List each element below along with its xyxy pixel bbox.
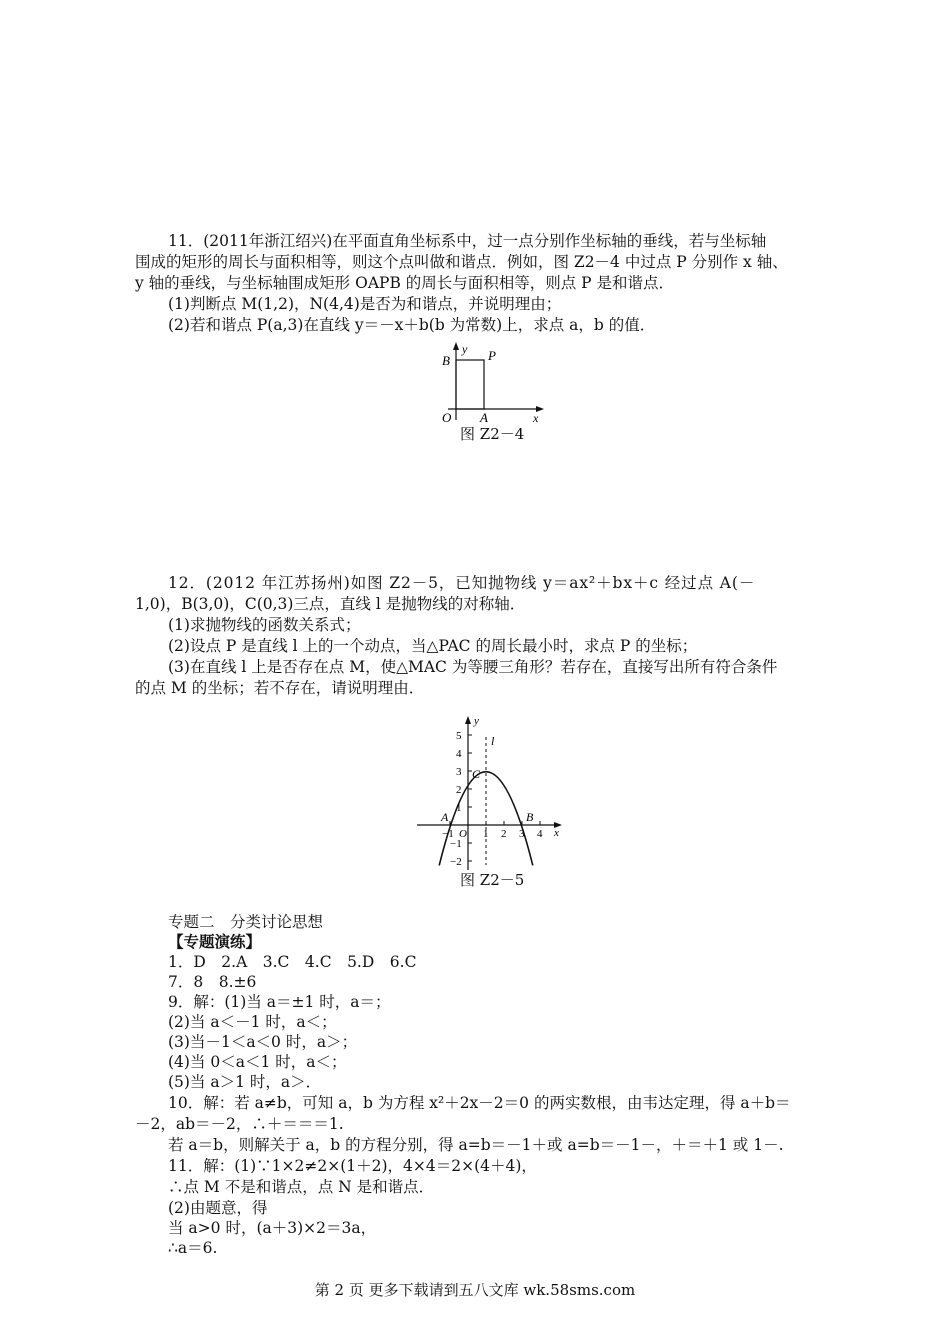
q11-line-4: (1)判断点 M(1,2)，N(4,4)是否为和谐点，并说明理由； [168, 295, 562, 313]
answer-line-15: ∴a＝6. [168, 1239, 218, 1257]
answer-line-10: 若 a＝b，则解关于 a，b 的方程分别，得 a=b＝－1＋或 a=b＝－1－，＋＝＋1 或 1－. [168, 1136, 784, 1154]
answer-line-14: 当 a>0 时，(a＋3)×2＝3a， [168, 1219, 377, 1237]
q11-line-2: 围成的矩形的周长与面积相等，则这个点叫做和谐点．例如，图 Z2－4 中过点 P 分别作 x 轴、 [135, 253, 788, 271]
label-P: P [488, 348, 496, 363]
q11-line-3: y 轴的垂线，与坐标轴围成矩形 OAPB 的周长与面积相等，则点 P 是和谐点． [135, 274, 675, 292]
y-tick-1: 1 [456, 802, 462, 814]
page-footer: 第 2 页 更多下载请到五八文库 wk.58sms.com [314, 1281, 636, 1299]
answer-line-6: (4)当 0＜a＜1 时，a＜； [168, 1053, 347, 1071]
answer-line-7: (5)当 a＞1 时，a＞． [168, 1073, 322, 1091]
x-tick-4: 4 [537, 828, 543, 840]
answer-line-3: 9．解：(1)当 a＝±1 时，a＝； [168, 993, 391, 1011]
q11-line-5: (2)若和谐点 P(a,3)在直线 y＝－x＋b(b 为常数)上，求点 a，b 的值． [168, 316, 656, 334]
x-tick-1: 1 [483, 828, 489, 840]
y-tick-3: 3 [456, 766, 462, 778]
answer-line-1: 1．D 2.A 3.C 4.C 5.D 6.C [168, 953, 417, 971]
label-y: y [462, 342, 468, 356]
q12-line-6: 的点 M 的坐标；若不存在，请说明理由． [135, 679, 425, 697]
figure-z2-4-caption: 图 Z2－4 [460, 425, 525, 443]
y-tick-5: 5 [456, 730, 462, 742]
figure-z2-5 [412, 712, 572, 872]
label-B: B [526, 810, 534, 824]
answer-line-2: 7．8 8.±6 [168, 973, 257, 991]
answer-line-13: (2)由题意，得 [168, 1199, 268, 1217]
q11-line-1: 11．(2011年浙江绍兴)在平面直角坐标系中，过一点分别作坐标轴的垂线，若与坐标轴 [168, 232, 767, 250]
figure-z2-4 [430, 340, 555, 425]
answer-line-4: (2)当 a＜－1 时，a＜； [168, 1013, 337, 1031]
label-A: A [480, 410, 488, 425]
q12-line-3: (1)求抛物线的函数关系式； [168, 616, 361, 634]
label-l: l [491, 734, 495, 748]
q12-line-2: 1,0)，B(3,0)，C(0,3)三点，直线 l 是抛物线的对称轴． [135, 595, 526, 613]
y-tick-neg1: −1 [450, 838, 462, 850]
answer-line-11: 11．解：(1)∵1×2≠2×(1＋2)，4×4＝2×(4＋4)， [168, 1157, 537, 1175]
label-O: O [442, 410, 452, 425]
answers-title: 专题二 分类讨论思想 [168, 913, 324, 931]
answer-line-8: 10．解：若 a≠b，可知 a，b 为方程 x²＋2x－2＝0 的两实数根，由韦达定理，得 a＋b＝ [168, 1094, 791, 1112]
figure-z2-5-caption: 图 Z2－5 [460, 871, 525, 889]
q12-line-5: (3)在直线 l 上是否存在点 M，使△MAC 为等腰三角形？若存在，直接写出所有符合条件 [168, 658, 778, 676]
label-y: y [474, 715, 479, 727]
answers-section-heading: 【专题演练】 [168, 932, 262, 951]
y-tick-4: 4 [456, 748, 462, 760]
y-axis-arrow [465, 716, 471, 724]
answer-line-12: ∴点 M 不是和谐点，点 N 是和谐点． [168, 1178, 435, 1196]
y-tick-neg2: −2 [450, 856, 462, 868]
label-A: A [441, 810, 449, 824]
label-O: O [459, 828, 467, 840]
x-tick-neg1: −1 [442, 828, 454, 840]
x-tick-2: 2 [501, 828, 507, 840]
label-x: x [554, 827, 559, 839]
q12-line-1: 12．(2012 年江苏扬州)如图 Z2－5，已知抛物线 y＝ax²＋bx＋c 经过点 A(－ [168, 574, 756, 592]
answer-line-5: (3)当－1＜a＜0 时，a＞； [168, 1033, 358, 1051]
x-tick-3: 3 [519, 828, 525, 840]
answer-line-9: －2，ab＝－2，∴＋＝＝＝1. [135, 1115, 344, 1133]
label-B: B [442, 353, 450, 368]
rectangle-oapb [456, 360, 484, 409]
y-axis-arrow [453, 342, 459, 350]
label-x: x [533, 411, 539, 425]
y-tick-2: 2 [456, 784, 462, 796]
q12-line-4: (2)设点 P 是直线 l 上的一个动点，当△PAC 的周长最小时，求点 P 的坐标； [168, 637, 698, 655]
label-C: C [472, 767, 481, 781]
